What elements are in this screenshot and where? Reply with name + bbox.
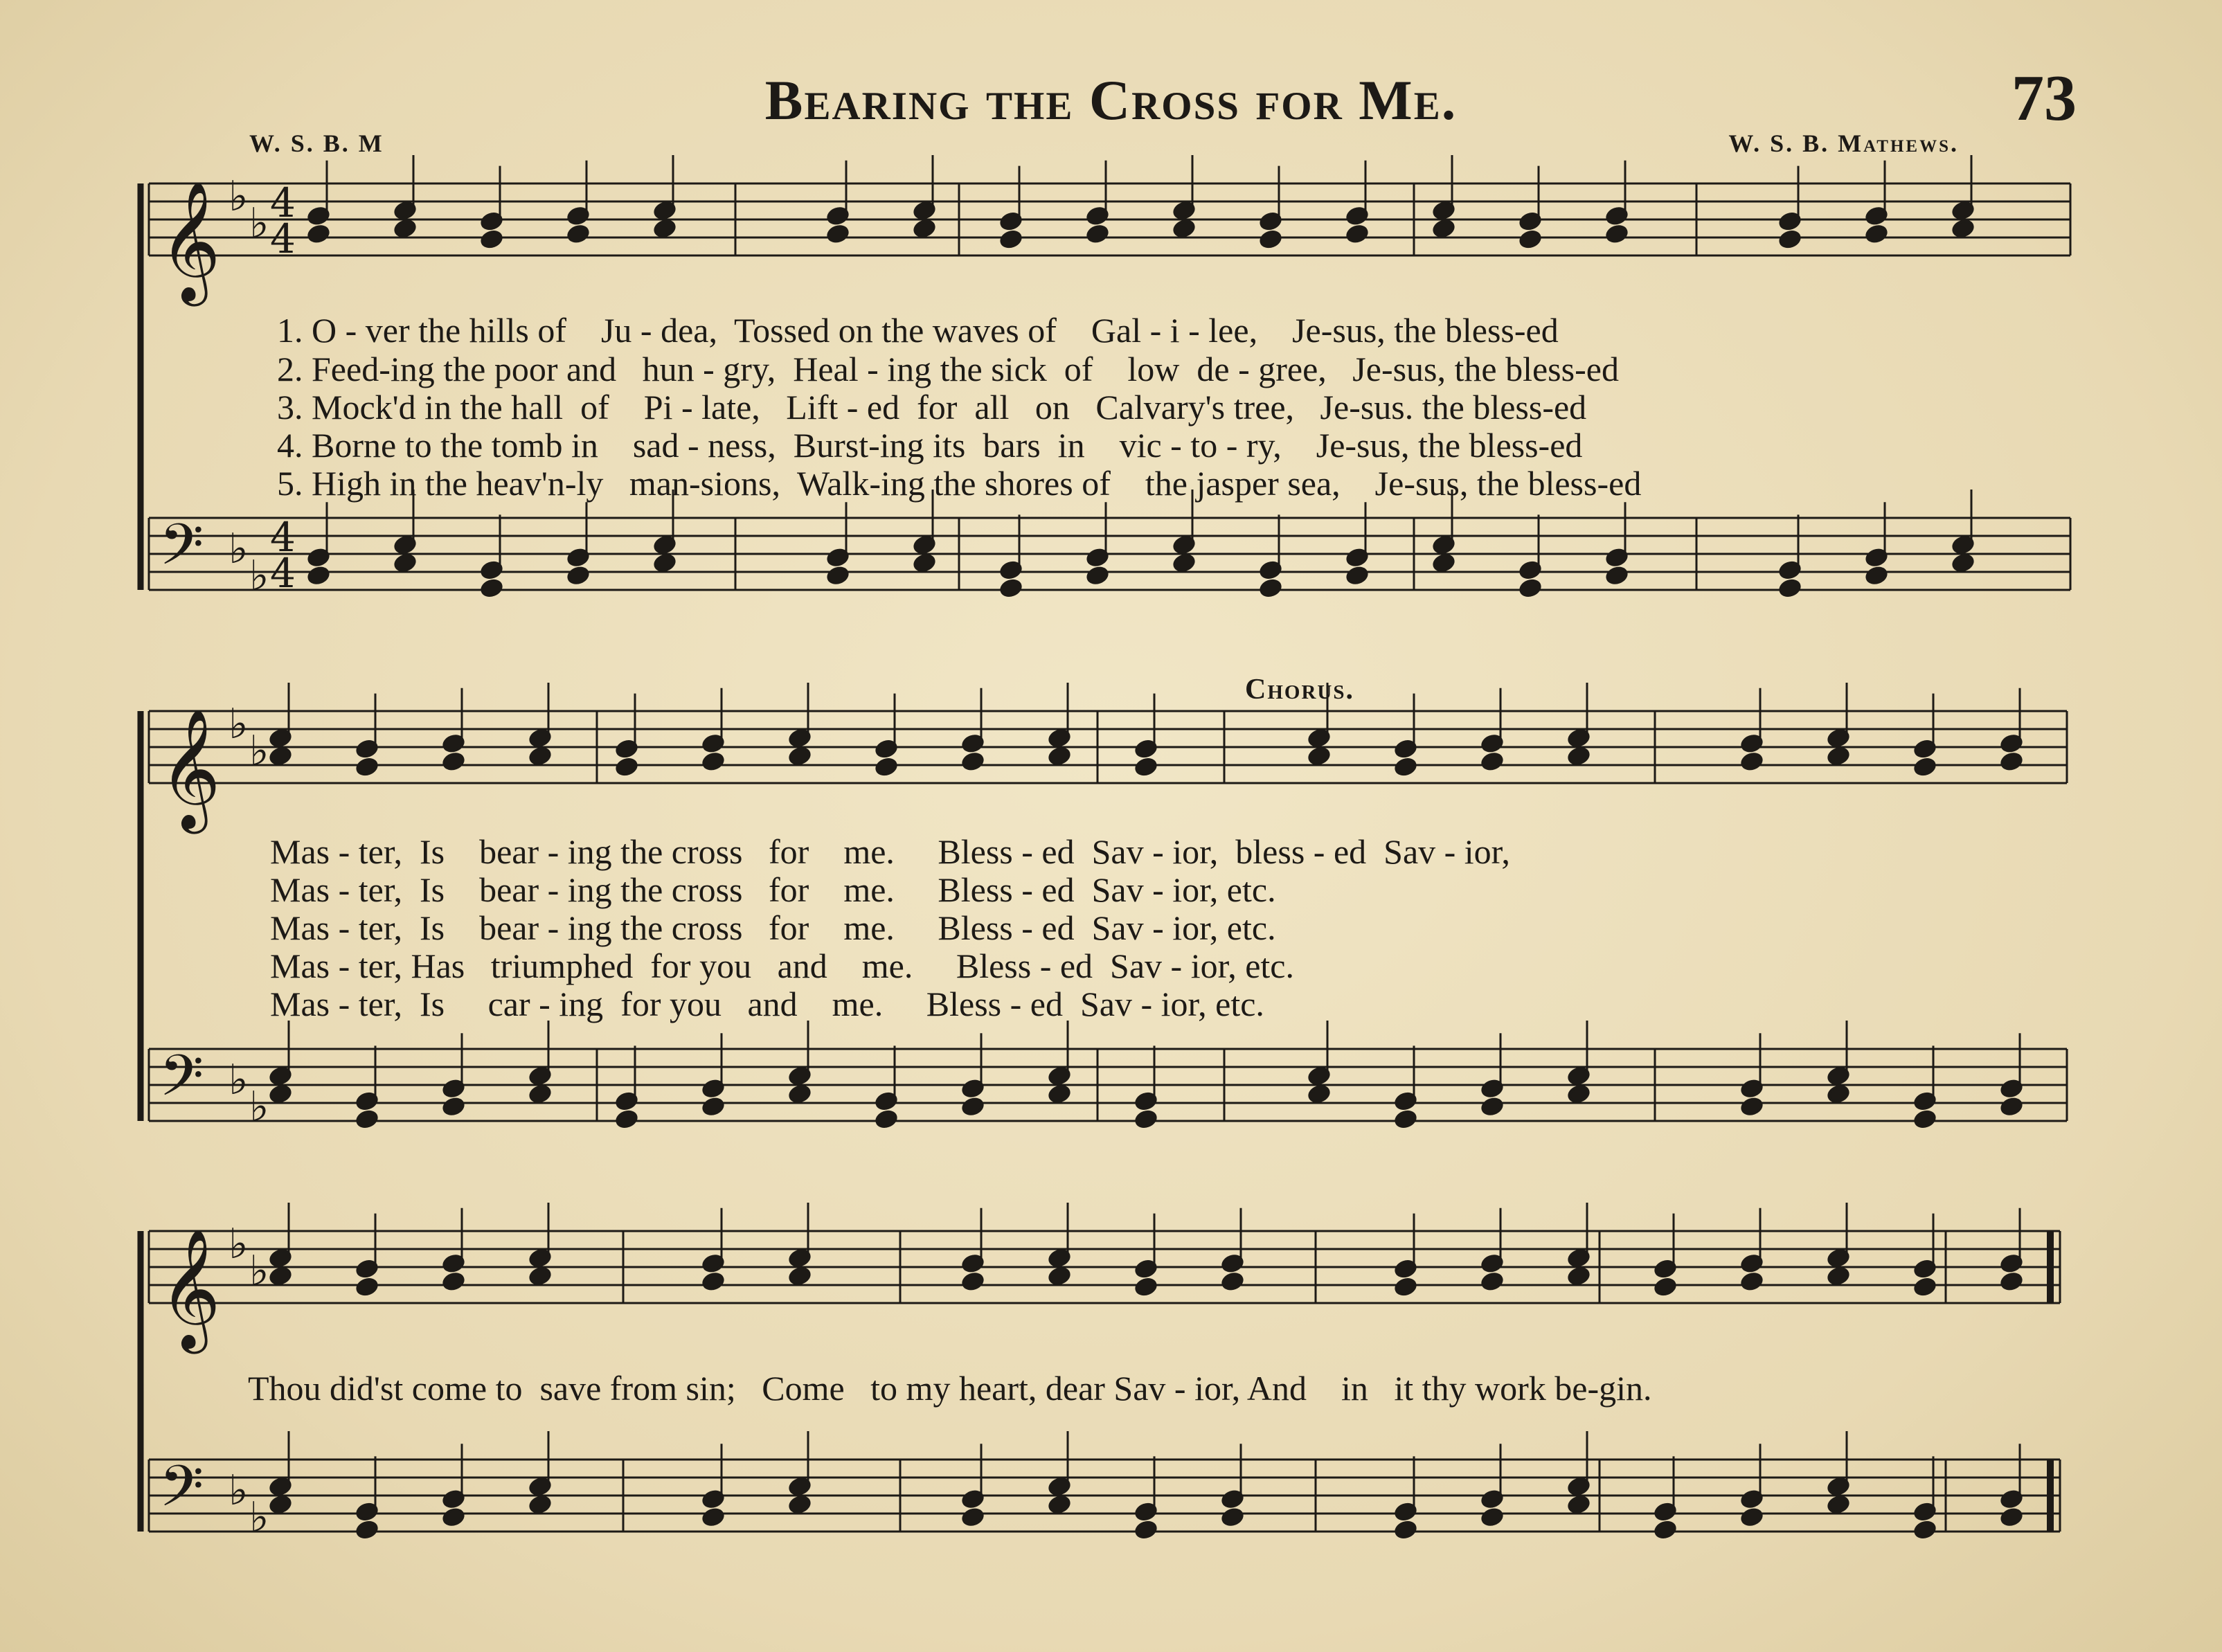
verse-2-line-2: Mas - ter, Is bear - ing the cross for me. Bless - ed Sav - ior, etc. bbox=[270, 870, 1276, 909]
verse-5-line-1: 5. High in the heav'n-ly man-sions, Walk-ing the shores of the jasper sea, Je-sus, the bless-ed bbox=[277, 464, 1642, 503]
verse-4-line-1: 4. Borne to the tomb in sad - ness, Burst-ing its bars in vic - to - ry, Je-sus, the bless-ed bbox=[277, 426, 1583, 465]
svg-text:4: 4 bbox=[270, 514, 296, 561]
svg-text:4: 4 bbox=[270, 179, 296, 226]
verse-3-line-1: 3. Mock'd in the hall of Pi - late, Lift - ed for all on Calvary's tree, Je-sus. the bless-ed bbox=[277, 388, 1587, 427]
page-title: Bearing the Cross for Me. bbox=[764, 69, 1458, 132]
svg-text:𝄞: 𝄞 bbox=[159, 708, 221, 829]
svg-text:𝄞: 𝄞 bbox=[159, 181, 221, 301]
verse-1-line-2: Mas - ter, Is bear - ing the cross for me. Bless - ed Sav - ior, bless - ed Sav - ior, bbox=[270, 832, 1510, 871]
svg-text:𝄢: 𝄢 bbox=[159, 511, 204, 592]
music-credit: W. S. B. Mathews. bbox=[1728, 129, 1959, 157]
verse-1-line-1: 1. O - ver the hills of Ju - dea, Tossed on the waves of Gal - i - lee, Je-sus, the bless-ed bbox=[277, 311, 1559, 350]
svg-text:♭: ♭ bbox=[249, 1493, 269, 1542]
chorus-lyric-line: Thou did'st come to save from sin; Come to my heart, dear Sav - ior, And in it thy work be-gin. bbox=[248, 1369, 1652, 1408]
page-number: 73 bbox=[2012, 62, 2077, 134]
svg-text:♭: ♭ bbox=[229, 1056, 249, 1104]
svg-text:♭: ♭ bbox=[249, 727, 269, 775]
verse-4-line-2: Mas - ter, Has triumphed for you and me. Bless - ed Sav - ior, etc. bbox=[270, 946, 1295, 985]
verse-2-line-1: 2. Feed-ing the poor and hun - gry, Heal - ing the sick of low de - gree, Je-sus, the bless-ed bbox=[277, 350, 1619, 388]
svg-text:♭: ♭ bbox=[249, 552, 269, 600]
svg-text:♭: ♭ bbox=[229, 1466, 249, 1515]
svg-text:♭: ♭ bbox=[249, 1083, 269, 1131]
verse-3-line-2: Mas - ter, Is bear - ing the cross for me. Bless - ed Sav - ior, etc. bbox=[270, 908, 1276, 947]
chorus-label: Chorus. bbox=[1245, 674, 1354, 706]
svg-text:♭: ♭ bbox=[229, 525, 249, 573]
svg-text:♭: ♭ bbox=[249, 199, 269, 248]
svg-text:♭: ♭ bbox=[249, 1247, 269, 1295]
svg-text:♭: ♭ bbox=[229, 1220, 249, 1268]
svg-text:𝄞: 𝄞 bbox=[159, 1228, 221, 1349]
verse-5-line-2: Mas - ter, Is car - ing for you and me. Bless - ed Sav - ior, etc. bbox=[270, 985, 1264, 1023]
words-credit: W. S. B. M bbox=[249, 129, 384, 157]
svg-text:4: 4 bbox=[270, 550, 296, 597]
svg-text:𝄢: 𝄢 bbox=[159, 1453, 204, 1534]
svg-text:♭: ♭ bbox=[229, 700, 249, 748]
svg-text:4: 4 bbox=[270, 215, 296, 262]
svg-text:𝄢: 𝄢 bbox=[159, 1042, 204, 1123]
svg-text:♭: ♭ bbox=[229, 172, 249, 221]
